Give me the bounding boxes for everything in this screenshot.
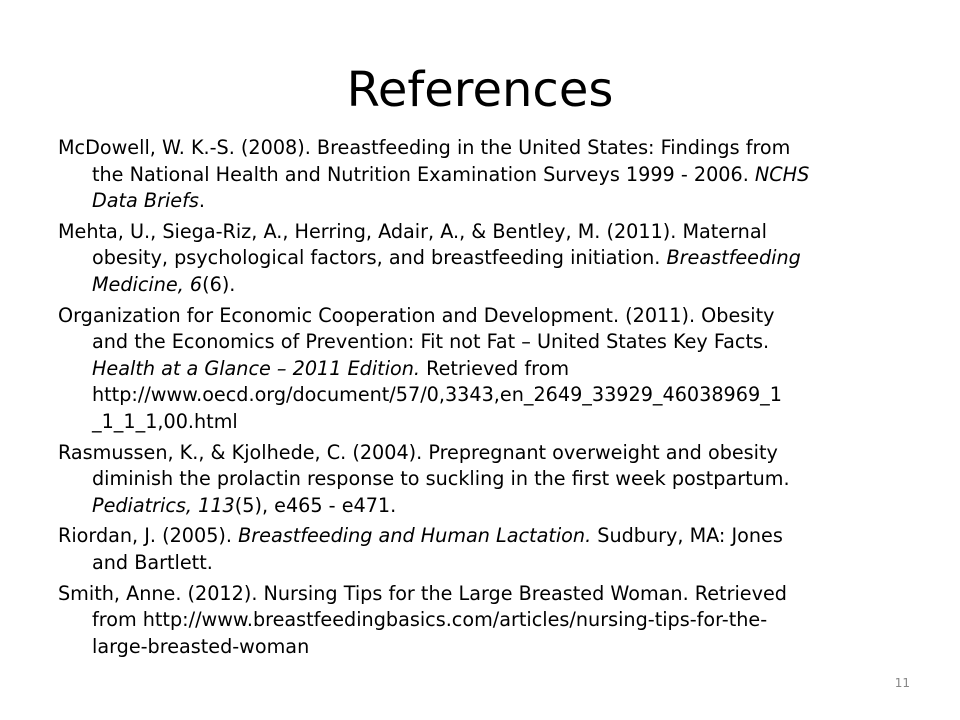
reference-text: Smith, Anne. (2012). Nursing Tips for the Large Breasted Woman. Retrieved from http://www.breastfeedingbasics.com/articles/nursing-tips-for-the- large-breasted-woman	[58, 581, 787, 658]
reference-item	[58, 219, 908, 299]
reference-text: (5), e465 - e471.	[234, 493, 397, 517]
reference-text: Sudbury, MA: Jones and Bartlett.	[92, 524, 783, 574]
reference-text: Organization for Economic Cooperation and Development. (2011). Obesity and the Economics of Prevention: Fit not Fat – United States Key Facts.	[58, 303, 775, 354]
reference-item	[58, 440, 908, 520]
reference-italic: Breastfeeding Medicine, 6	[92, 246, 801, 296]
reference-text: McDowell, W. K.-S. (2008). Breastfeeding in the United States: Findings from the National Health and Nutrition Examination Surveys 1999 - 2006.	[58, 136, 791, 186]
slide-title: References	[346, 62, 614, 118]
reference-text: Mehta, U., Siega-Riz, A., Herring, Adair, A., & Bentley, M. (2011). Maternal obesity, psychological factors, and breastfeeding initiation.	[58, 219, 767, 270]
reference-item	[58, 581, 908, 661]
reference-italic: Health at a Glance – 2011 Edition.	[92, 356, 421, 380]
reference-item	[58, 303, 908, 436]
reference-italic: Pediatrics, 113	[92, 493, 235, 517]
reference-text: (6).	[202, 272, 236, 296]
reference-item	[58, 135, 908, 215]
reference-text: Rasmussen, K., & Kjolhede, C. (2004). Prepregnant overweight and obesity diminish the prolactin response to suckling in the first week postpartum.	[58, 440, 790, 491]
page-number: 11	[894, 676, 910, 690]
reference-list	[58, 135, 908, 664]
reference-italic: NCHS Data Briefs	[92, 162, 810, 213]
reference-item	[58, 523, 908, 576]
reference-text: .	[198, 189, 205, 213]
reference-text: Retrieved from http://www.oecd.org/document/57/0,3343,en_2649_33929_46038969_1 _1_1_1,00.html	[92, 356, 782, 433]
reference-text: Riordan, J. (2005).	[58, 524, 239, 548]
reference-italic: Breastfeeding and Human Lactation.	[238, 524, 592, 548]
